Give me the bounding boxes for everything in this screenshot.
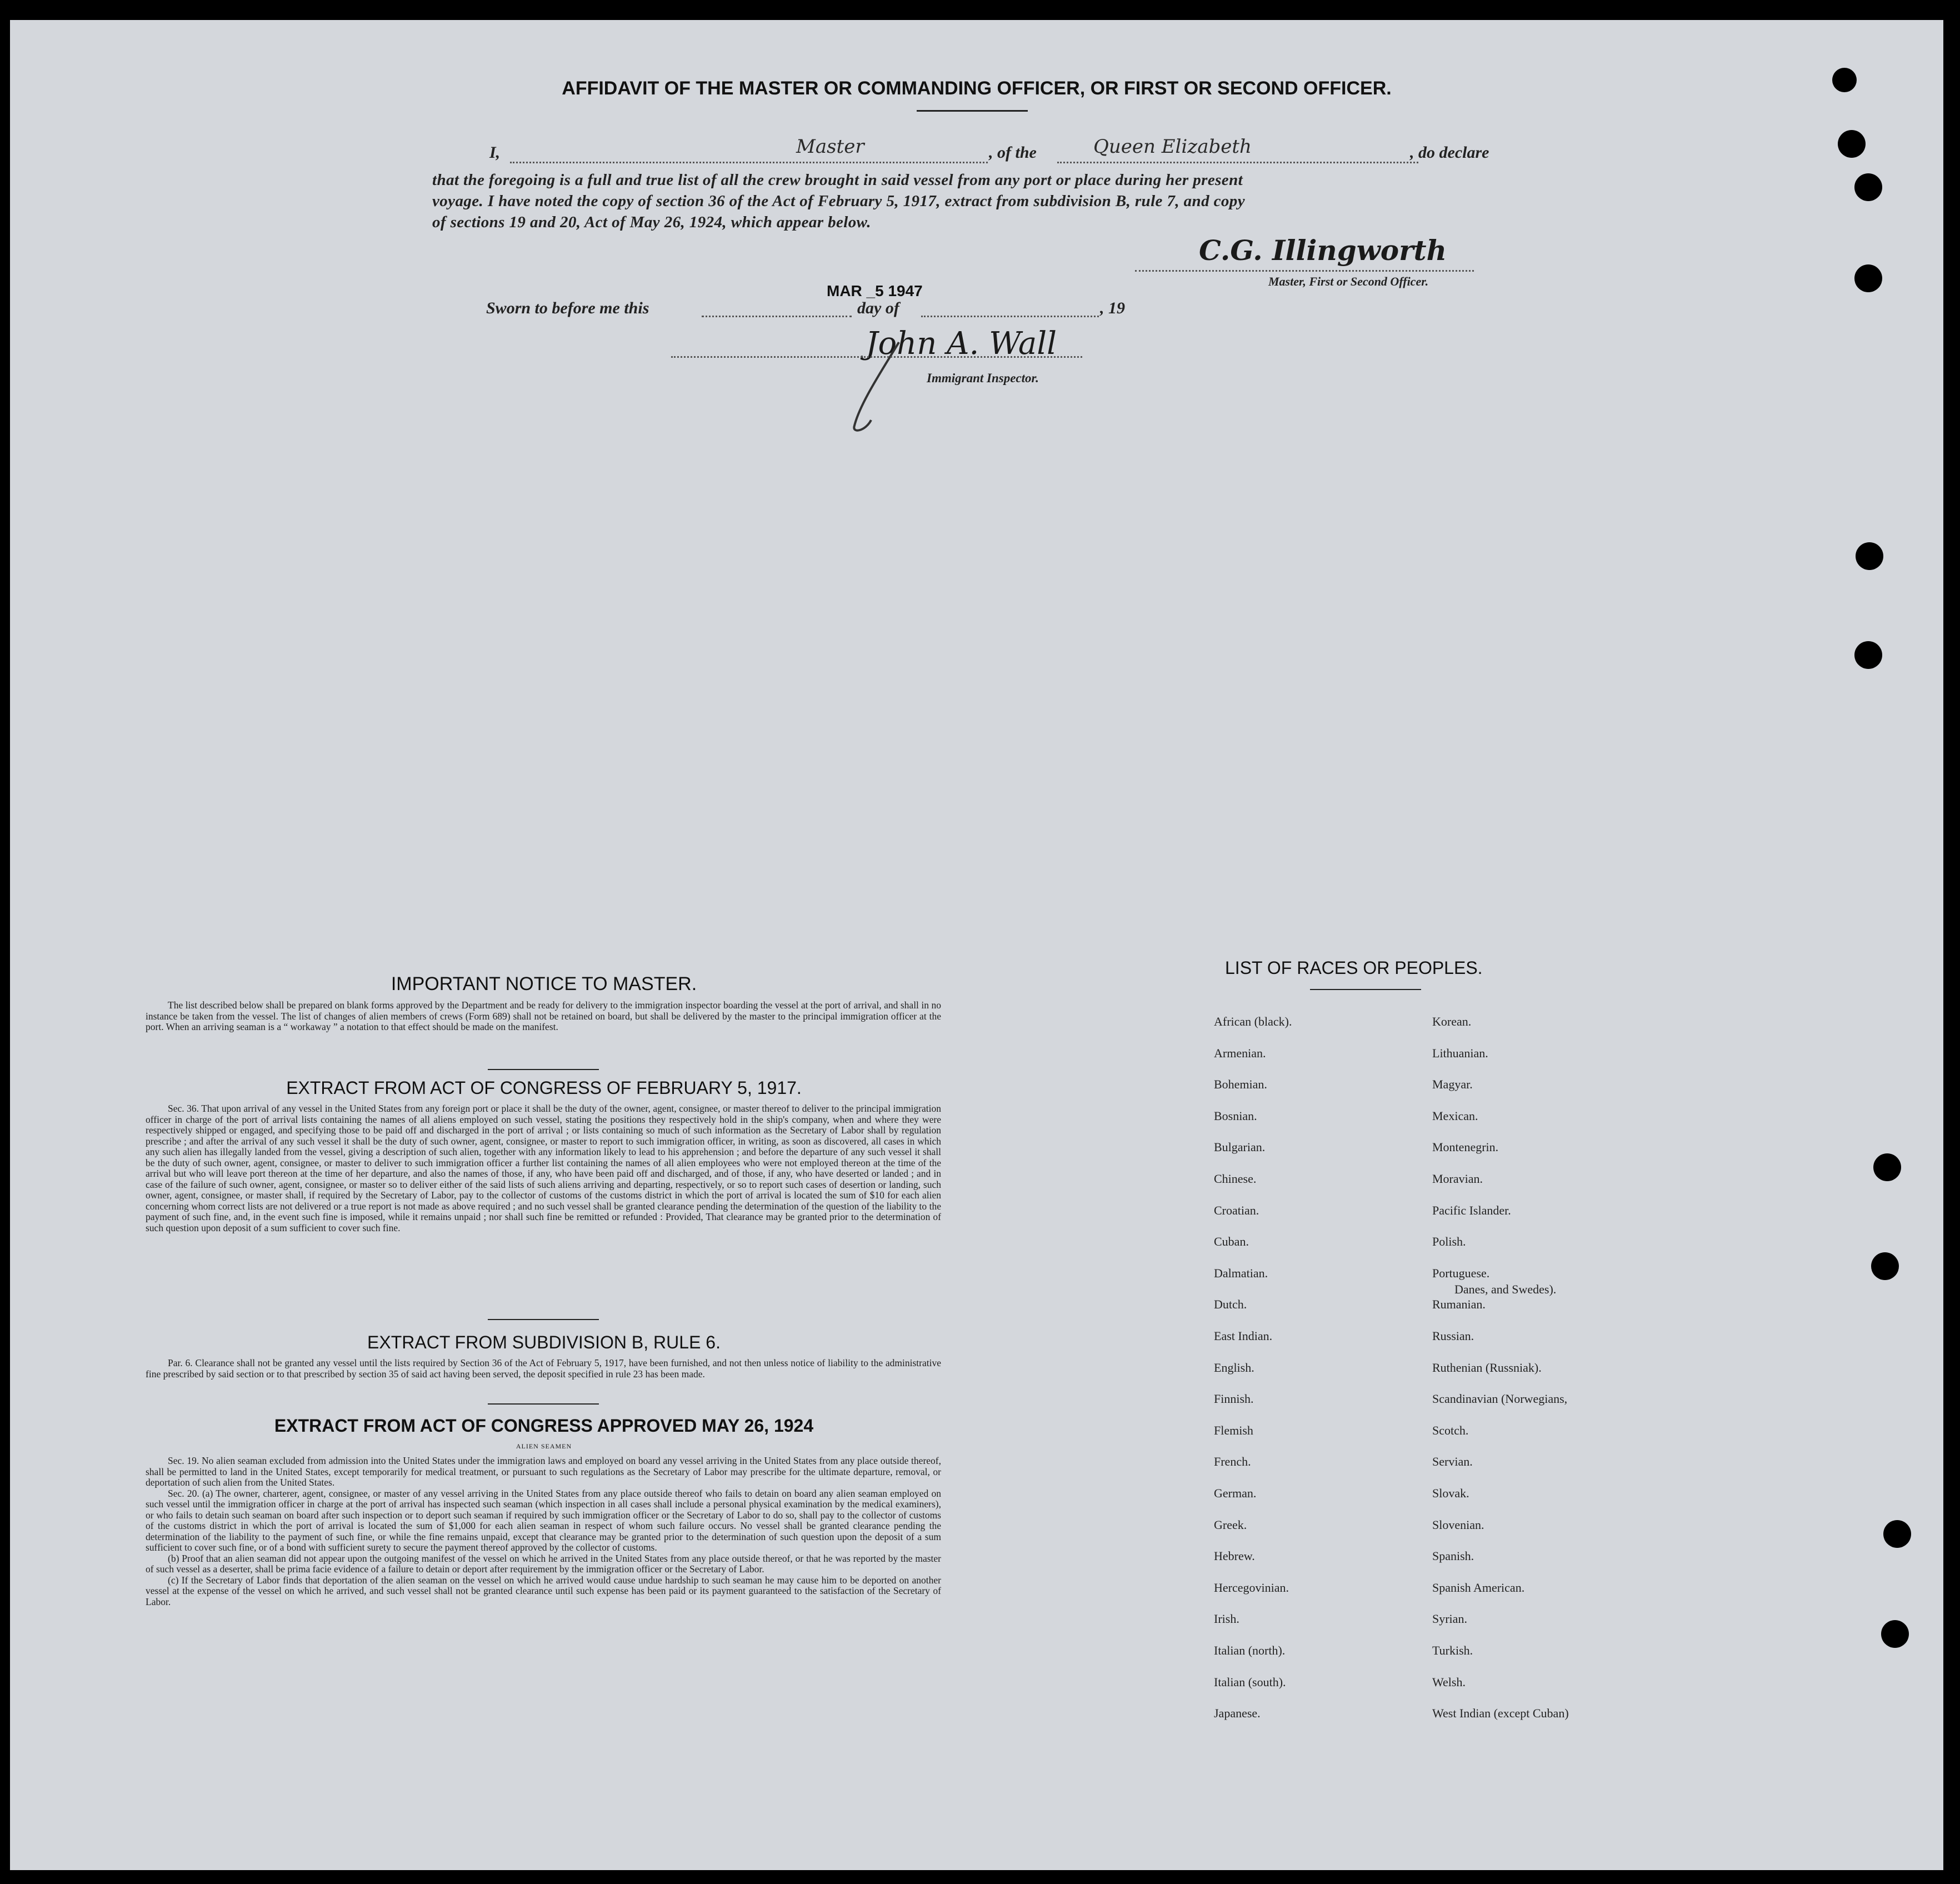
- race-item: Irish.: [1214, 1612, 1239, 1626]
- race-item: Slovak.: [1432, 1486, 1469, 1500]
- race-item: Armenian.: [1214, 1046, 1266, 1060]
- race-item: German.: [1214, 1486, 1257, 1500]
- race-item: Greek.: [1214, 1517, 1247, 1532]
- extract-1924-title: EXTRACT FROM ACT OF CONGRESS APPROVED MAY 26, 1924: [274, 1416, 814, 1436]
- punch-hole: [1838, 130, 1866, 158]
- races-title-rule: [1310, 989, 1421, 990]
- races-right-column: [1432, 1015, 1666, 1737]
- race-item: Montenegrin.: [1432, 1140, 1499, 1155]
- affidavit-line-3: voyage. I have noted the copy of section 36 of the Act of February 5, 1917, extract from subdivision B, rule 7, and copy: [432, 192, 1245, 210]
- month-line: [921, 316, 1099, 317]
- race-item: Dalmatian.: [1214, 1266, 1268, 1280]
- race-item: Polish.: [1432, 1235, 1466, 1249]
- race-item: Cuban.: [1214, 1235, 1249, 1249]
- alien-seamen-subtitle: ALIEN SEAMEN: [516, 1442, 572, 1450]
- race-item: Croatian.: [1214, 1203, 1259, 1217]
- date-stamp: MAR _5 1947: [827, 282, 923, 299]
- extract-1924-body: [146, 1456, 941, 1607]
- section-rule-2: [488, 1319, 599, 1320]
- master-signature-line: [1135, 270, 1474, 272]
- race-item: Italian (south).: [1214, 1675, 1286, 1689]
- affidavit-line-4: of sections 19 and 20, Act of May 26, 1924, which appear below.: [432, 213, 871, 231]
- notice-title: IMPORTANT NOTICE TO MASTER.: [391, 973, 697, 995]
- notice-body: [146, 1000, 941, 1033]
- inspector-caption: Immigrant Inspector.: [927, 371, 1039, 385]
- race-item: French.: [1214, 1455, 1251, 1469]
- par-6-paragraph: Par. 6. Clearance shall not be granted any vessel until the lists required by Section 36 of the Act of February 5, 1917, have been furnished, and not then unless notice of liability to the administrative fine prescribed by said section or to that prescribed by section 35 of said act having been served, the deposit specified in rule 23 has been made.: [146, 1357, 941, 1380]
- day-of-text: day of: [857, 299, 899, 317]
- sec-20c-paragraph: (c) If the Secretary of Labor finds that deportation of the alien seaman on the vessel on which he arrived would cause undue hardship to such seaman he may cause him to be deported on another vessel at the expense of the vessel on which he arrived, and such vessel shall not be granted clearance until such expense has been paid or its payment guaranteed to the satisfaction of the Secretary of Labor.: [146, 1574, 941, 1607]
- race-item: African (black).: [1214, 1015, 1292, 1028]
- race-item: Lithuanian.: [1432, 1046, 1488, 1060]
- race-item: Portuguese.: [1432, 1266, 1490, 1280]
- punch-hole: [1871, 1252, 1899, 1280]
- punch-hole: [1881, 1620, 1909, 1648]
- punch-hole: [1854, 173, 1882, 201]
- rank-line: [510, 162, 988, 163]
- year-prefix: , 19: [1100, 299, 1125, 317]
- race-item: Finnish.: [1214, 1392, 1254, 1406]
- race-item: Rumanian.: [1432, 1297, 1486, 1312]
- vessel-handwritten: Queen Elizabeth: [1093, 136, 1252, 158]
- master-caption: Master, First or Second Officer.: [1268, 274, 1429, 288]
- race-item: Hebrew.: [1214, 1549, 1255, 1563]
- race-item: Slovenian.: [1432, 1517, 1484, 1532]
- race-item: Korean.: [1432, 1015, 1472, 1028]
- punch-hole: [1854, 264, 1882, 292]
- race-item: Servian.: [1432, 1455, 1473, 1469]
- sworn-day-line: [702, 316, 852, 317]
- punch-hole: [1832, 68, 1857, 92]
- sworn-text: Sworn to before me this: [486, 299, 649, 317]
- title-rule: [917, 110, 1028, 112]
- sec-19-paragraph: Sec. 19. No alien seaman excluded from admission into the United States under the immigration laws and employed on board any vessel arriving in the United States from any place outside thereof, shall be permitted to land in the United States, except temporarily for medical treatment, or pursuant to such regulations as the Secretary of Labor may prescribe for the ultimate departure, removal, or deportation of such alien from the United States.: [146, 1455, 941, 1488]
- rank-handwritten: Master: [796, 136, 864, 158]
- affidavit-line-2: that the foregoing is a full and true list of all the crew brought in said vessel from any port or place during her present: [432, 171, 1243, 189]
- race-item: Japanese.: [1214, 1706, 1261, 1721]
- race-item: Bosnian.: [1214, 1108, 1257, 1123]
- subdivision-b-title: EXTRACT FROM SUBDIVISION B, RULE 6.: [367, 1332, 721, 1352]
- race-item: Scotch.: [1432, 1423, 1469, 1437]
- sec-20a-paragraph: Sec. 20. (a) The owner, charterer, agent, consignee, or master of any vessel arriving in the United States from any place outside thereof who fails to detain on board any alien seaman employed on such vessel until the immigration officer in charge at the port of arrival has inspected such seaman (which inspection in all cases shall include a personal physical examination by the medical examiners), or who fails to detain such seaman on board after such inspection or to deport such seaman if required by such immigration officer or the Secretary of Labor to do so, shall pay to the collector of customs of the customs district in which the port of arrival is located the sum of $1,000 for each alien seaman in respect of whom such failure occurs. No vessel shall be granted clearance pending the determination of the liability to the payment of such fine, or while the fine remains unpaid, except that clearance may be granted prior to the determination of such question upon the deposit of a sum sufficient to cover such fine, or of a bond with sufficient surety to secure the payment thereof approved by the collector of customs.: [146, 1487, 941, 1553]
- punch-hole: [1854, 641, 1882, 669]
- race-item: East Indian.: [1214, 1329, 1273, 1343]
- inspector-line: [671, 356, 1082, 358]
- races-left-column: [1214, 1015, 1414, 1737]
- races-title: LIST OF RACES OR PEOPLES.: [1225, 958, 1483, 978]
- section-rule-1: [488, 1069, 599, 1070]
- race-item: Mexican.: [1432, 1108, 1478, 1123]
- document-page: [10, 20, 1943, 1870]
- race-item: Italian (north).: [1214, 1643, 1286, 1657]
- race-item: Welsh.: [1432, 1675, 1466, 1689]
- of-the-text: , of the: [989, 143, 1037, 162]
- race-item: Spanish American.: [1432, 1580, 1525, 1595]
- sec-20b-paragraph: (b) Proof that an alien seaman did not appear upon the outgoing manifest of the vessel on which he arrived in the United States from any place outside thereof, or that he was reported by the master of such vessel as a deserter, shall be prima facie evidence of a failure to detain or deport after requirement by the immigration officer or the Secretary of Labor.: [146, 1552, 941, 1575]
- race-item: Dutch.: [1214, 1297, 1247, 1312]
- vessel-line: [1057, 162, 1418, 163]
- affidavit-title: AFFIDAVIT OF THE MASTER OR COMMANDING OFFICER, OR FIRST OR SECOND OFFICER.: [562, 78, 1392, 99]
- punch-hole: [1883, 1520, 1911, 1548]
- race-item: Flemish: [1214, 1423, 1253, 1437]
- race-item: Moravian.: [1432, 1172, 1483, 1186]
- race-item: Pacific Islander.: [1432, 1203, 1511, 1217]
- race-item: Scandinavian (Norwegians,: [1432, 1392, 1568, 1406]
- extract-1917-title: EXTRACT FROM ACT OF CONGRESS OF FEBRUARY 5, 1917.: [286, 1078, 802, 1098]
- race-item: Bulgarian.: [1214, 1140, 1266, 1155]
- race-item: Magyar.: [1432, 1077, 1473, 1092]
- race-item: Syrian.: [1432, 1612, 1467, 1626]
- master-signature: C.G. Illingworth: [1199, 234, 1447, 267]
- punch-hole: [1856, 542, 1883, 570]
- do-declare-text: , do declare: [1410, 143, 1489, 162]
- race-item: West Indian (except Cuban): [1432, 1706, 1569, 1721]
- race-item: Turkish.: [1432, 1643, 1473, 1657]
- subdivision-b-body: [146, 1358, 941, 1380]
- race-item: Hercegovinian.: [1214, 1580, 1289, 1595]
- race-right-continuation: Danes, and Swedes).: [1454, 1282, 1557, 1296]
- pronoun-text: I,: [489, 143, 501, 162]
- notice-paragraph: The list described below shall be prepared on blank forms approved by the Department and be ready for delivery to the immigration inspector boarding the vessel at the port of arrival, and shall in no instance be taken from the vessel. The list of changes of alien members of crews (Form 689) shall not be retained on board, but shall be delivered by the master to the principal immigration officer at the port. When an arriving seaman is a “ workaway ” a notation to that effect should be made on the manifest.: [146, 1000, 941, 1032]
- race-item: English.: [1214, 1360, 1254, 1375]
- race-item: Spanish.: [1432, 1549, 1474, 1563]
- race-item: Chinese.: [1214, 1172, 1257, 1186]
- section-rule-3: [488, 1403, 599, 1405]
- signature-flourish: [838, 337, 916, 437]
- inspector-signature: John A. Wall: [866, 326, 1057, 362]
- race-item: Ruthenian (Russniak).: [1432, 1360, 1542, 1375]
- punch-hole: [1873, 1153, 1901, 1181]
- sec-36-paragraph: Sec. 36. That upon arrival of any vessel in the United States from any foreign port or place it shall be the duty of the owner, agent, consignee, or master thereof to deliver to the principal immigration officer in charge of the port of arrival lists containing the names of all aliens employed on such vessel, stating the positions they respectively hold in the ship's company, when and where they were respectively shipped or engaged, and specifying those to be paid off and discharged in the port of arrival ; or lists containing so much of such information as the Secretary of Labor shall by regulation prescribe ; and after the arrival of any such vessel it shall be the duty of such owner, agent, consignee, or master to report to such immigration officer, in writing, as soon as discovered, all cases in which any such alien has illegally landed from the vessel, giving a description of such alien, together with any information likely to lead to his apprehension ; and before the departure of any such vessel it shall be the duty of such owner, agent, consignee, or master to deliver to such immigration officer a further list containing the names of all alien employees who were not employed thereon at the time of the arrival but who will leave port thereon at the time of her departure, and also the names of those, if any, who have been paid off and discharged, and of those, if any, who have deserted or landed ; and in case of the failure of such owner, agent, consignee, or master so to deliver either of the said lists of such aliens arriving and departing, respectively, or so to report such cases of desertion or landing, such owner, agent, consignee, or master shall, if required by the Secretary of Labor, pay to the collector of customs of the customs district in which the port of arrival is located the sum of $10 for each alien concerning whom correct lists are not delivered or a true report is not made as above required ; and no such vessel shall be granted clearance pending the determination of the question of the liability to the payment of such fine, and, in the event such fine is imposed, while it remains unpaid ; nor shall such fine be remitted or refunded : Provided, That clearance may be granted prior to the determination of such question upon deposit of a sum sufficient to cover such fine.: [146, 1103, 941, 1233]
- extract-1917-body: [146, 1103, 941, 1233]
- race-item: Bohemian.: [1214, 1077, 1267, 1092]
- race-item: Russian.: [1432, 1329, 1474, 1343]
